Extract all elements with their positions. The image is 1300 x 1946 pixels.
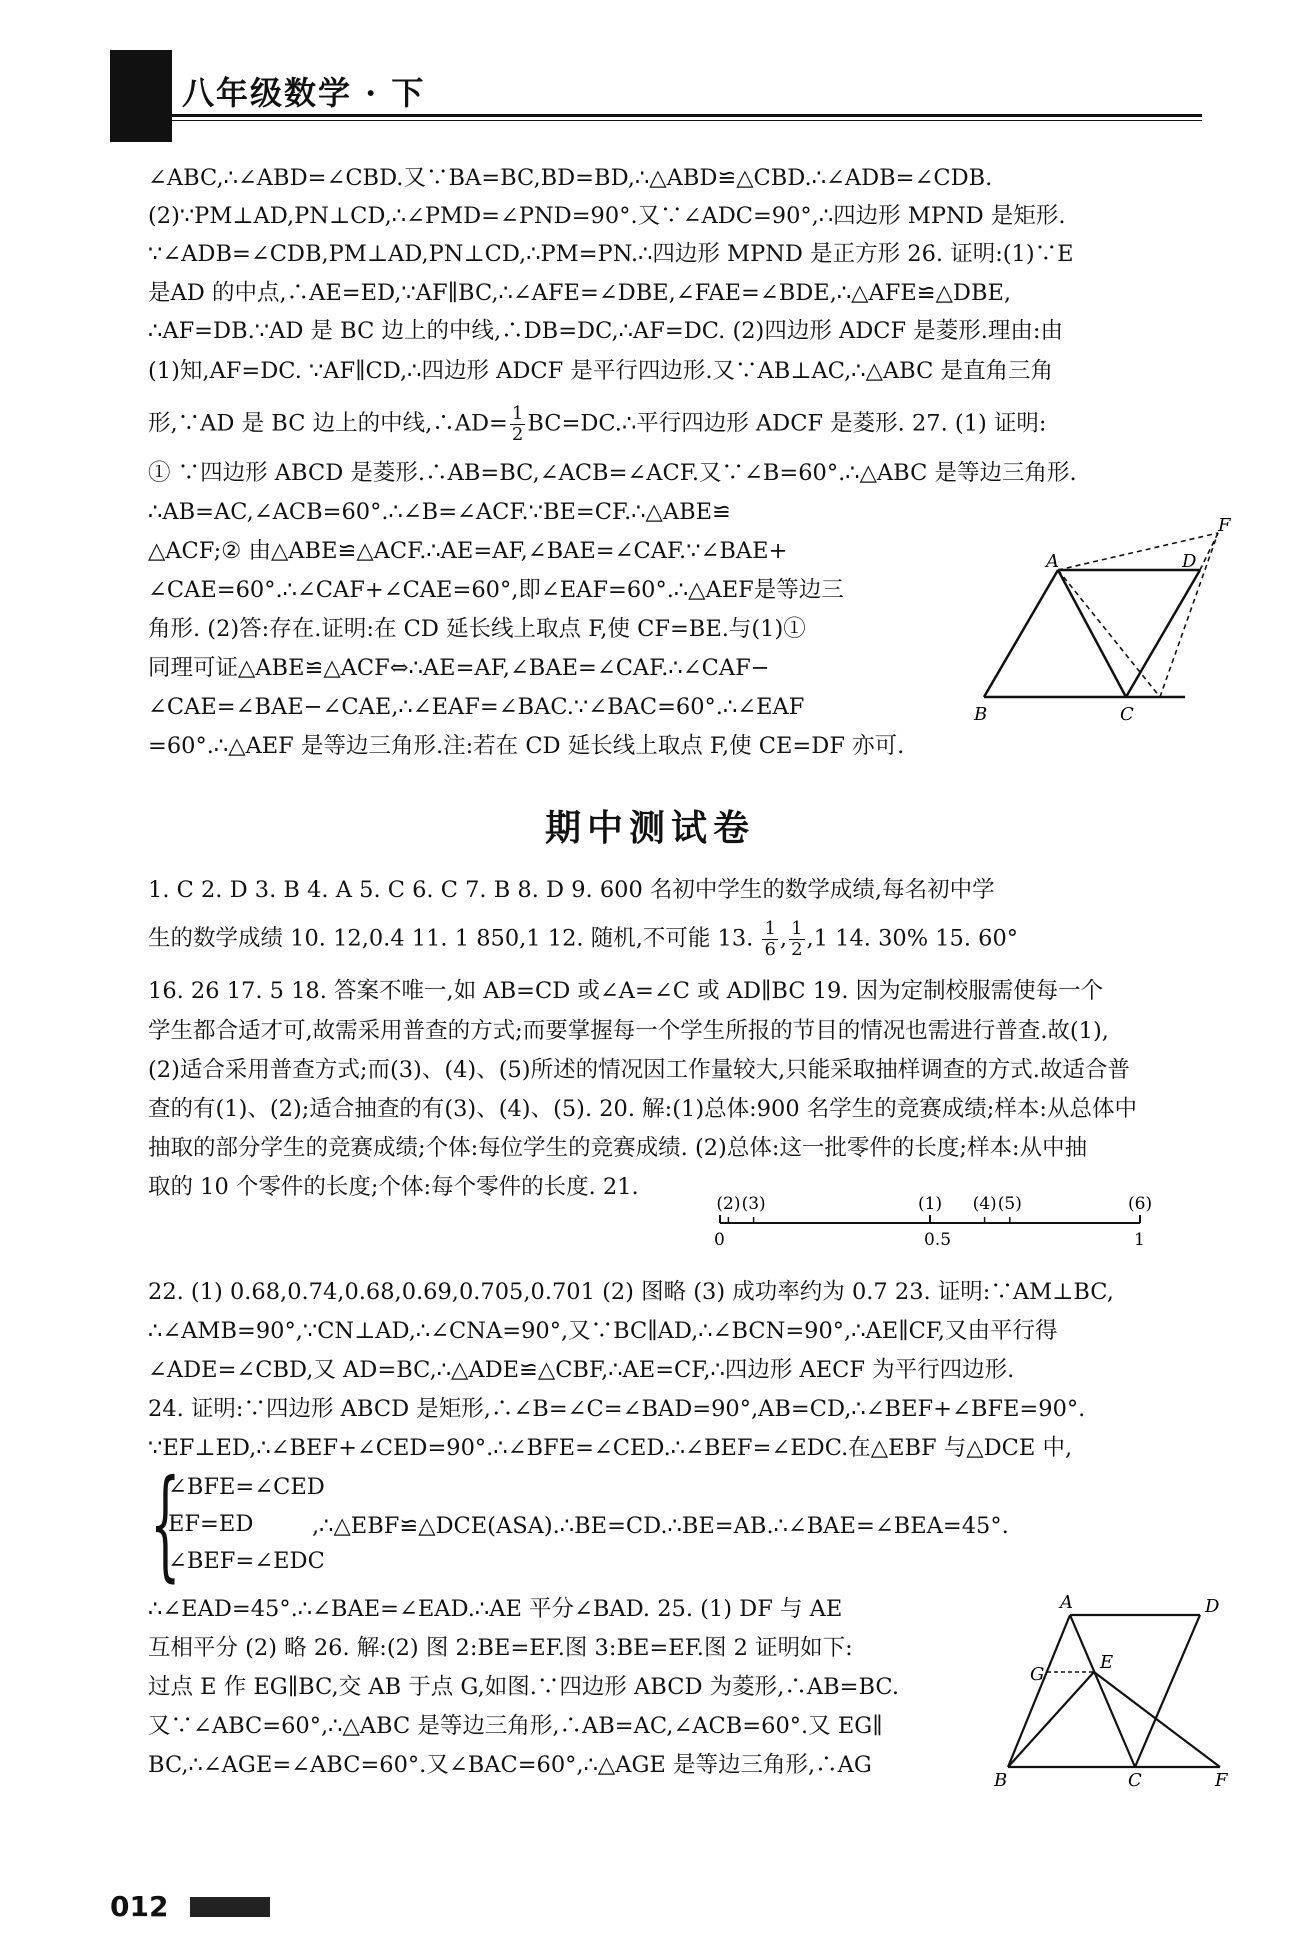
fraction-separator: , (779, 925, 788, 952)
system-eq3: ∠BEF=∠EDC (168, 1548, 325, 1574)
text-line: 取的 10 个零件的长度;个体:每个零件的长度. 21. (148, 1174, 639, 1200)
header-rule (172, 114, 1202, 117)
point-label-c: C (1128, 1770, 1142, 1790)
text-line-fractions (148, 920, 1238, 959)
page-number: 012 (110, 1890, 169, 1923)
point-label-a: A (1046, 551, 1059, 572)
text-line: ∠ADE=∠CBD,又 AD=BC,∴△ADE≌△CBF,∴AE=CF,∴四边形 AECF 为平行四边形. (148, 1357, 1015, 1383)
page-header-title: 八年级数学 · 下 (182, 74, 426, 112)
segment-ac (1058, 570, 1126, 697)
segment-ab (1008, 1615, 1070, 1767)
text-line: 24. 证明:∵四边形 ABCD 是矩形,∴∠B=∠C=∠BAD=90°,AB=CD,∴∠BEF+∠BFE=90°. (148, 1396, 1086, 1422)
text-line: 过点 E 作 EG∥BC,交 AB 于点 G,如图.∵四边形 ABCD 为菱形,∴AB=BC. (148, 1674, 899, 1700)
point-label-e: E (1100, 1652, 1114, 1673)
point-label-b: B (994, 1770, 1008, 1790)
segment-ac (1070, 1615, 1135, 1767)
text-line: (1)知,AF=DC. ∵AF∥CD,∴四边形 ADCF 是平行四边形.又∵AB⊥AC,∴△ABC 是直角三角 (148, 358, 1053, 384)
text-line: ∠CAE=60°.∴∠CAF+∠CAE=60°,即∠EAF=60°.∴△AEF是等边三 (148, 577, 844, 603)
header-block (110, 50, 172, 142)
fraction-denominator: 2 (791, 939, 803, 960)
fraction-numerator: 1 (764, 918, 776, 939)
text-line: 又∵∠ABC=60°,∴△ABC 是等边三角形,∴AB=AC,∠ACB=60°.又 EG∥ (148, 1713, 883, 1739)
fraction-denominator: 2 (511, 424, 524, 445)
fraction-numerator: 1 (511, 403, 524, 424)
number-line-event-label: (4) (972, 1194, 997, 1214)
segment-be (1008, 1672, 1094, 1767)
frac-line-after: BC=DC.∴平行四边形 ADCF 是菱形. 27. (1) 证明: (527, 410, 1047, 437)
text-line: 查的有(1)、(2);适合抽查的有(3)、(4)、(5). 20. 解:(1)总体:900 名学生的竞赛成绩;样本:从总体中 (148, 1096, 1137, 1122)
segment-df-dashed (1200, 533, 1218, 570)
number-line (700, 1178, 1170, 1258)
number-line-event-label: (5) (997, 1194, 1022, 1214)
text-line: ∠ABC,∴∠ABD=∠CBD.又∵BA=BC,BD=BD,∴△ABD≌△CBD.∴∠ADB=∠CDB. (148, 165, 993, 191)
number-line-event-label: (2) (716, 1194, 741, 1214)
text-line: (2)∵PM⊥AD,PN⊥CD,∴∠PMD=∠PND=90°.又∵∠ADC=90°,∴四边形 MPND 是矩形. (148, 203, 1066, 229)
text-line: 1. C 2. D 3. B 4. A 5. C 6. C 7. B 8. D 9. 600 名初中学生的数学成绩,每名初中学 (148, 877, 995, 903)
header-rule-thin (172, 120, 1202, 121)
point-label-g: G (1030, 1664, 1045, 1685)
fraction-one-half (510, 405, 525, 444)
section-title: 期中测试卷 (544, 807, 755, 849)
system-brace: { (150, 1455, 181, 1594)
segment-cd (1126, 570, 1200, 697)
fraction-one-half-b (789, 920, 804, 959)
system-conclusion: ,∴△EBF≌△DCE(ASA).∴BE=CD.∴BE=AB.∴∠BAE=∠BEA=45°. (312, 1513, 1009, 1539)
rhombus-figure-1 (960, 515, 1240, 730)
text-line: (2)适合采用普查方式;而(3)、(4)、(5)所述的情况因工作量较大,只能采取抽样调查的方式.故适合普 (148, 1057, 1130, 1083)
fraction-one-sixth (762, 920, 777, 959)
text-line: △ACF;② 由△ABE≌△ACF.∴AE=AF,∠BAE=∠CAF.∵∠BAE+ (148, 538, 788, 564)
text-line: ∴AB=AC,∠ACB=60°.∴∠B=∠ACF.∵BE=CF.∴△ABE≌ (148, 499, 731, 525)
text-line: 学生都合适才可,故需采用普查的方式;而要掌握每一个学生所报的节目的情况也需进行普查.故(1), (148, 1018, 1109, 1044)
text-line-fraction (148, 405, 1238, 444)
number-line-tick-label: 0 (714, 1230, 725, 1250)
segment-ab (984, 570, 1058, 697)
text-line: 22. (1) 0.68,0.74,0.68,0.69,0.705,0.701 (2) 图略 (3) 成功率约为 0.7 23. 证明:∵AM⊥BC, (148, 1279, 1114, 1305)
text-line: ∴∠EAD=45°.∴∠BAE=∠EAD.∴AE 平分∠BAD. 25. (1) DF 与 AE (148, 1596, 843, 1622)
fraction-numerator: 1 (791, 918, 803, 939)
point-label-b: B (974, 704, 988, 725)
number-line-tick-label: 0.5 (924, 1230, 952, 1250)
fraction-denominator: 6 (764, 939, 776, 960)
text-line: 角形. (2)答:存在.证明:在 CD 延长线上取点 F,使 CF=BE.与(1)① (148, 616, 806, 642)
rhombus-figure-2 (990, 1590, 1240, 1790)
text-line: ∠CAE=∠BAE−∠CAE,∴∠EAF=∠BAC.∵∠BAC=60°.∴∠EAF (148, 694, 805, 720)
frac-line-before: 形,∵AD 是 BC 边上的中线,∴AD= (148, 410, 508, 437)
text-line: ∵EF⊥ED,∴∠BEF+∠CED=90°.∴∠BFE=∠CED.∴∠BEF=∠EDC.在△EBF 与△DCE 中, (148, 1435, 1073, 1461)
text-line: BC,∴∠AGE=∠ABC=60°.又∠BAC=60°,∴△AGE 是等边三角形,∴AG (148, 1752, 872, 1778)
number-line-event-label: (6) (1128, 1194, 1153, 1214)
point-label-f: F (1218, 515, 1231, 536)
text-line: 抽取的部分学生的竞赛成绩;个体:每位学生的竞赛成绩. (2)总体:这一批零件的长度;样本:从中抽 (148, 1135, 1088, 1161)
text-line: ∴AF=DB.∵AD 是 BC 边上的中线,∴DB=DC,∴AF=DC. (2)四边形 ADCF 是菱形.理由:由 (148, 318, 1063, 344)
text-line: ∵∠ADB=∠CDB,PM⊥AD,PN⊥CD,∴PM=PN.∴四边形 MPND 是正方形 26. 证明:(1)∵E (148, 241, 1074, 267)
point-label-a: A (1060, 1592, 1073, 1613)
frac-line2-after: ,1 14. 30% 15. 60° (806, 925, 1019, 952)
number-line-event-label: (3) (741, 1194, 766, 1214)
point-label-f: F (1215, 1770, 1228, 1790)
segment-ae-dashed (1058, 570, 1160, 697)
text-line: ① ∵四边形 ABCD 是菱形.∴AB=BC,∠ACB=∠ACF.又∵∠B=60°.∴△ABC 是等边三角形. (148, 460, 1077, 486)
text-line: 16. 26 17. 5 18. 答案不唯一,如 AB=CD 或∠A=∠C 或 AD∥BC 19. 因为定制校服需使每一个 (148, 978, 1104, 1004)
text-line: 互相平分 (2) 略 26. 解:(2) 图 2:BE=EF.图 3:BE=EF.图 2 证明如下: (148, 1635, 853, 1661)
text-line: 是AD 的中点,∴AE=ED,∵AF∥BC,∴∠AFE=∠DBE,∠FAE=∠BDE,∴△AFE≌△DBE, (148, 280, 1012, 306)
point-label-d: D (1182, 551, 1197, 572)
text-line: 同理可证△ABE≌△ACF⇔∴AE=AF,∠BAE=∠CAF.∴∠CAF− (148, 655, 770, 681)
point-label-d: D (1205, 1596, 1220, 1617)
text-line: =60°.∴△AEF 是等边三角形.注:若在 CD 延长线上取点 F,使 CE=DF 亦可. (148, 733, 905, 759)
text-line: ∴∠AMB=90°,∵CN⊥AD,∴∠CNA=90°,又∵BC∥AD,∴∠BCN=90°,∴AE∥CF,又由平行得 (148, 1318, 1058, 1344)
frac-line2-before: 生的数学成绩 10. 12,0.4 11. 1 850,1 12. 随机,不可能 13. (148, 925, 754, 952)
segment-ef (1094, 1672, 1220, 1767)
number-line-tick-label: 1 (1134, 1230, 1145, 1250)
number-line-event-label: (1) (918, 1194, 943, 1214)
footer-logo-blocks (190, 1897, 270, 1917)
point-label-c: C (1120, 704, 1134, 725)
system-eq1: ∠BFE=∠CED (168, 1474, 325, 1500)
system-eq2: EF=ED (168, 1511, 254, 1537)
